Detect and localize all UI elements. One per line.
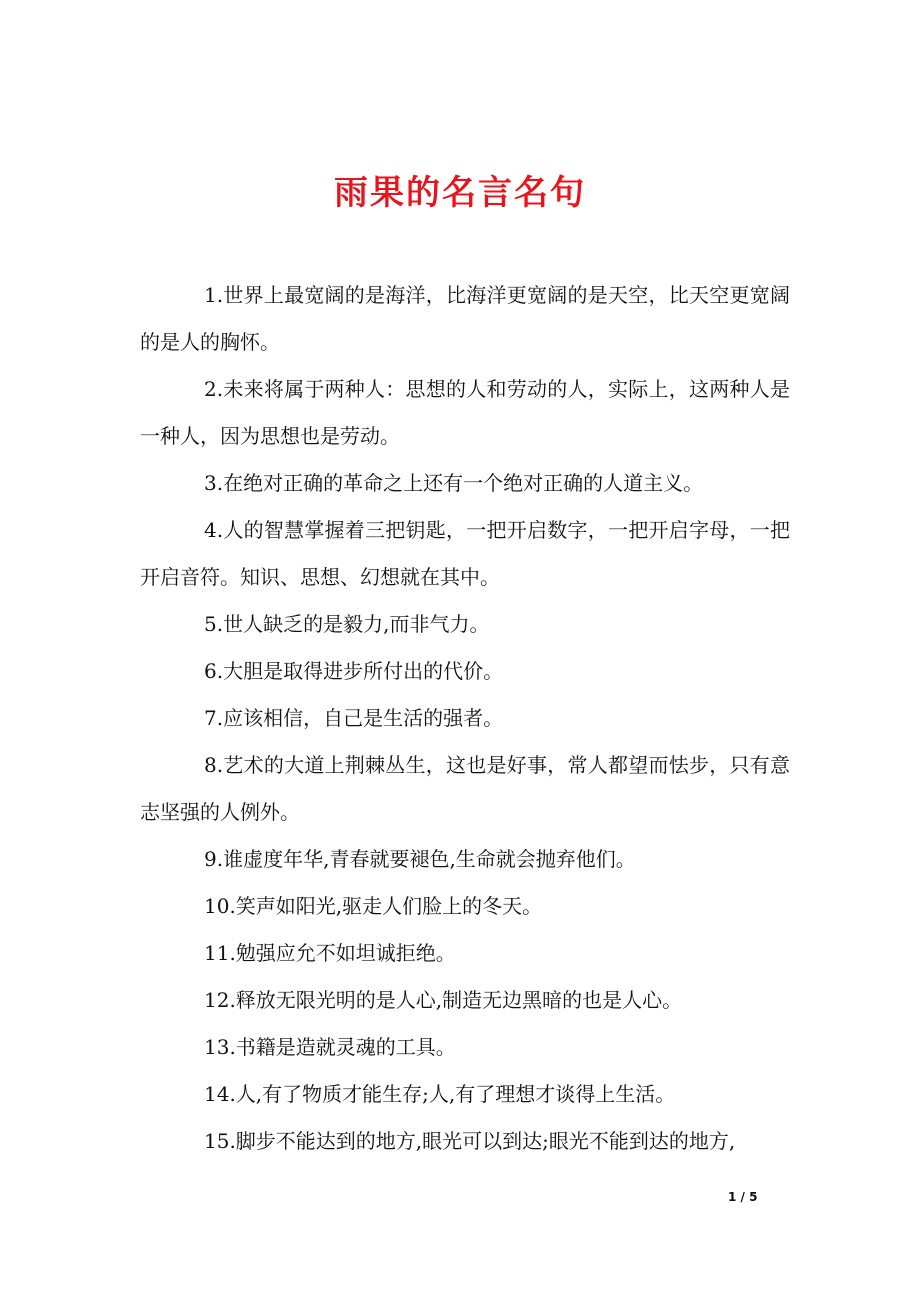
quote-13: 13.书籍是造就灵魂的工具。 <box>204 1035 456 1059</box>
quote-7: 7.应该相信，自己是生活的强者。 <box>204 706 504 730</box>
page-number: 1 / 5 <box>728 1190 758 1204</box>
quote-5: 5.世人缺乏的是毅力,而非气力。 <box>204 612 490 636</box>
quote-14: 14.人,有了物质才能生存;人,有了理想才谈得上生活。 <box>204 1082 676 1106</box>
quote-9: 9.谁虚度年华,青春就要褪色,生命就会抛弃他们。 <box>204 847 636 871</box>
quote-10: 10.笑声如阳光,驱走人们脸上的冬天。 <box>204 894 543 918</box>
quote-2: 2.未来将属于两种人：思想的人和劳动的人，实际上，这两种人是一种人，因为思想也是劳动。 <box>140 377 790 448</box>
quote-11: 11.勉强应允不如坦诚拒绝。 <box>204 941 456 965</box>
page-title: 雨果的名言名句 <box>334 172 586 213</box>
quote-4: 4.人的智慧掌握着三把钥匙，一把开启数字，一把开启字母，一把开启音符。知识、思想、幻想就在其中。 <box>140 518 790 589</box>
quote-15: 15.脚步不能达到的地方,眼光可以到达;眼光不能到达的地方, <box>204 1129 736 1153</box>
quote-8: 8.艺术的大道上荆棘丛生，这也是好事，常人都望而怯步，只有意志坚强的人例外。 <box>140 753 790 824</box>
quote-list <box>140 272 790 1165</box>
quote-1: 1.世界上最宽阔的是海洋，比海洋更宽阔的是天空，比天空更宽阔的是人的胸怀。 <box>140 283 790 354</box>
quote-6: 6.大胆是取得进步所付出的代价。 <box>204 659 504 683</box>
quote-12: 12.释放无限光明的是人心,制造无边黑暗的也是人心。 <box>204 988 683 1012</box>
quote-3: 3.在绝对正确的革命之上还有一个绝对正确的人道主义。 <box>204 471 704 495</box>
